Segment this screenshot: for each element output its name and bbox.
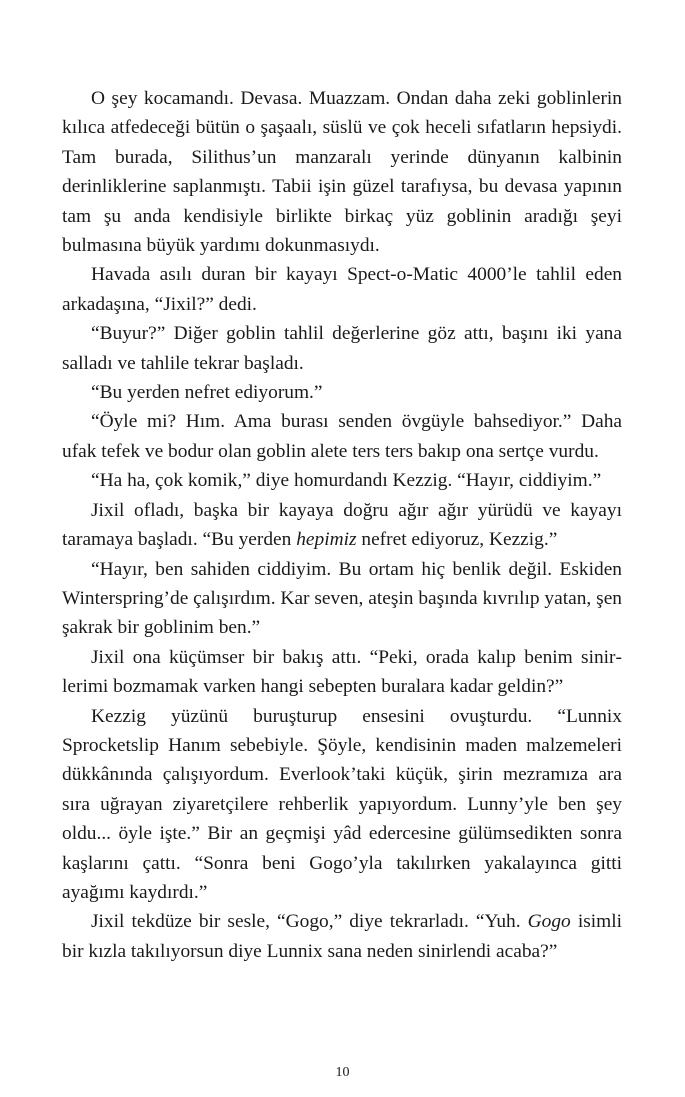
paragraph: [62, 907, 622, 966]
italic-run: hepimiz: [296, 529, 357, 551]
paragraph: [62, 496, 622, 555]
text-run: “Öyle mi? Hım. Ama burası senden övgüyle bahsediyor.” Daha ufak tefek ve bodur olan goblin alete ters ters bakıp ona sertçe vurdu.: [62, 411, 622, 462]
paragraph: [62, 84, 622, 260]
text-run: nefret ediyoruz, Kezzig.”: [356, 529, 558, 551]
paragraph: [62, 260, 622, 319]
text-run: Kezzig yüzünü buruşturup ensesini ovuşturdu. “Lunnix Sprocketslip Hanım sebebiyle. Şöyle, kendisinin maden malzemeleri dükkânında çalışıyordum. Everlook’taki küçük, şirin mezramıza ara sıra uğrayan ziyaretçilere rehberlik yapıyordum. Lunny’yle ben şey oldu... öyle işte.” Bir an geçmişi yâd edercesine gülümsedikten sonra kaşlarını çattı. “Sonra beni Gogo’yla takılırken yakalayınca gitti ayağımı kaydırdı.”: [62, 705, 622, 903]
page-number: 10: [335, 1065, 350, 1080]
text-run: Jixil tekdüze bir sesle, “Gogo,” diye tekrarladı. “Yuh.: [91, 911, 528, 933]
paragraph: [62, 378, 622, 407]
text-run: isimli bir kızla takılıyorsun diye Lunnix sana neden sinirlendi acaba?”: [62, 911, 622, 962]
italic-run: Gogo: [527, 911, 571, 933]
paragraph: [62, 702, 622, 908]
text-run: “Hayır, ben sahiden ciddiyim. Bu ortam hiç benlik değil. Eskiden Winterspring’de çalışırdım. Kar seven, ateşin başında kıvrılıp yatan, şen şakrak bir goblinim ben.”: [62, 558, 622, 639]
text-run: Jixil ona küçümser bir bakış attı. “Peki, orada kalıp benim sinirlerimi bozmamak varken hangi sebepten buralara kadar geldin?”: [62, 646, 622, 698]
text-run: “Bu yerden nefret ediyorum.”: [91, 382, 323, 404]
body-text: [62, 84, 622, 966]
text-run: Havada asılı duran bir kayayı Spect-o-Matic 4000’le tahlil eden arkadaşına, “Jixil?” dedi.: [62, 264, 622, 315]
text-run: “Buyur?” Diğer goblin tahlil değerlerine göz attı, başını iki yana salladı ve tahlile tekrar başladı.: [62, 323, 622, 374]
text-run: Jixil ofladı, başka bir kayaya doğru ağır ağır yürüdü ve kayayı taramaya başladı. “Bu yerden: [62, 499, 622, 551]
paragraph: [62, 407, 622, 466]
paragraph: [62, 466, 622, 495]
paragraph: [62, 643, 622, 702]
paragraph: [62, 319, 622, 378]
paragraph: [62, 555, 622, 643]
text-run: O şey kocamandı. Devasa. Muazzam. Ondan daha zeki goblinlerin kılıca atfedeceği bütün o şaşaalı, süslü ve çok heceli sıfatların hepsiydi. Tam burada, Silithus’un manzaralı yerinde dünyanın kalbinin derinliklerine saplanmıştı. Tabii işin güzel tarafıysa, bu devasa yapının tam şu anda kendisiyle birlikte birkaç yüz goblinin aradığı şeyi bulmasına büyük yardımı dokunmasıydı.: [62, 88, 622, 257]
text-run: “Ha ha, çok komik,” diye homurdandı Kezzig. “Hayır, ciddiyim.”: [91, 470, 602, 492]
